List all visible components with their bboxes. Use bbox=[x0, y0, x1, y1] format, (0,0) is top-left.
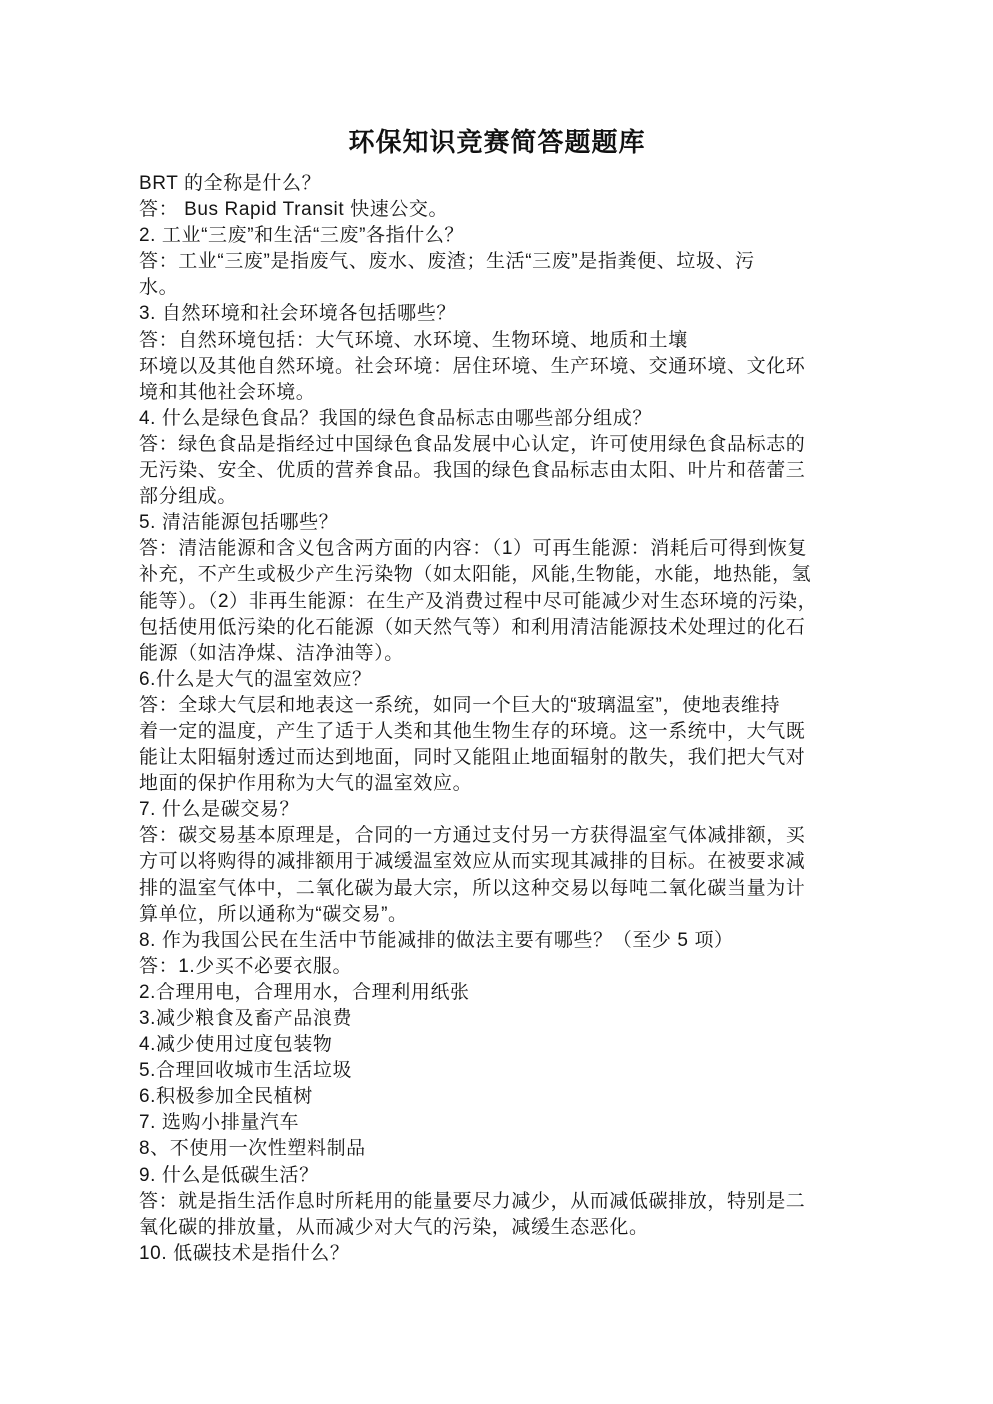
text-line: 地面的保护作用称为大气的温室效应。 bbox=[139, 773, 473, 795]
text-line: 答：碳交易基本原理是，合同的一方通过支付另一方获得温室气体减排额，买 bbox=[139, 825, 806, 847]
text-line: 6.积极参加全民植树 bbox=[139, 1086, 313, 1108]
document-content bbox=[139, 0, 855, 1267]
text-line: 9. 什么是低碳生活？ bbox=[139, 1164, 319, 1186]
text-line: 6.什么是大气的温室效应？ bbox=[139, 668, 372, 690]
text-line: 7. 选购小排量汽车 bbox=[139, 1112, 300, 1134]
text-line: 算单位，所以通称为“碳交易”。 bbox=[139, 903, 408, 925]
text-line: 答：全球大气层和地表这一系统，如同一个巨大的“玻璃温室”，使地表维持 bbox=[139, 694, 781, 716]
document-lines bbox=[139, 171, 855, 1267]
text-line: 4.减少使用过度包装物 bbox=[139, 1034, 333, 1056]
text-line: 答：绿色食品是指经过中国绿色食品发展中心认定，许可使用绿色食品标志的 bbox=[139, 433, 806, 455]
text-line: 答： Bus Rapid Transit 快速公交。 bbox=[139, 199, 449, 221]
text-line: 8. 作为我国公民在生活中节能减排的做法主要有哪些？（至少 5 项） bbox=[139, 929, 734, 951]
text-line: 包括使用低污染的化石能源（如天然气等）和利用清洁能源技术处理过的化石 bbox=[139, 616, 806, 638]
text-line: 环境以及其他自然环境。社会环境：居住环境、生产环境、交通环境、文化环 bbox=[139, 355, 806, 377]
document-title: 环保知识竞赛简答题题库 bbox=[348, 127, 646, 157]
text-line: 7. 什么是碳交易？ bbox=[139, 799, 300, 821]
text-line: 水。 bbox=[139, 277, 179, 299]
text-line: 能等）。（2）非再生能源：在生产及消费过程中尽可能减少对生态环境的污染， bbox=[139, 590, 818, 612]
text-line: 能让太阳辐射透过而达到地面，同时又能阻止地面辐射的散失，我们把大气对 bbox=[139, 747, 806, 769]
text-line: 能源（如洁净煤、洁净油等）。 bbox=[139, 642, 404, 664]
text-line: 3. 自然环境和社会环境各包括哪些？ bbox=[139, 303, 456, 325]
text-line: 2. 工业“三废”和生活“三废”各指什么？ bbox=[139, 225, 465, 247]
text-line: 方可以将购得的减排额用于减缓温室效应从而实现其减排的目标。在被要求减 bbox=[139, 851, 806, 873]
text-line: 3.减少粮食及畜产品浪费 bbox=[139, 1008, 353, 1029]
text-line: BRT 的全称是什么？ bbox=[139, 173, 322, 194]
text-line: 境和其他社会环境。 bbox=[139, 381, 316, 403]
text-line: 答：1.少买不必要衣服。 bbox=[139, 955, 353, 977]
text-line: 5. 清洁能源包括哪些？ bbox=[139, 512, 339, 534]
text-line: 答：就是指生活作息时所耗用的能量要尽力减少，从而减低碳排放，特别是二 bbox=[139, 1190, 806, 1212]
text-line: 排的温室气体中，二氧化碳为最大宗，所以这种交易以每吨二氧化碳当量为计 bbox=[139, 877, 806, 899]
text-line: 5.合理回收城市生活垃圾 bbox=[139, 1060, 353, 1082]
text-line: 补充，不产生或极少产生污染物（如太阳能，风能,生物能，水能，地热能，氢 bbox=[139, 564, 812, 586]
text-line: 答：工业“三废”是指废气、废水、废渣；生活“三废”是指粪便、垃圾、污 bbox=[139, 251, 755, 273]
text-line: 着一定的温度，产生了适于人类和其他生物生存的环境。这一系统中，大气既 bbox=[139, 720, 806, 742]
text-line: 答：清洁能源和含义包含两方面的内容：（1）可再生能源：消耗后可得到恢复 bbox=[139, 538, 808, 560]
text-line: 4. 什么是绿色食品？我国的绿色食品标志由哪些部分组成？ bbox=[139, 407, 652, 429]
text-line: 部分组成。 bbox=[139, 486, 238, 508]
text-line: 2.合理用电，合理用水，合理利用纸张 bbox=[139, 981, 470, 1003]
text-line: 10. 低碳技术是指什么？ bbox=[139, 1242, 350, 1264]
text-line: 无污染、安全、优质的营养食品。我国的绿色食品标志由太阳、叶片和蓓蕾三 bbox=[139, 460, 806, 482]
text-line: 氧化碳的排放量，从而减少对大气的污染，减缓生态恶化。 bbox=[139, 1216, 649, 1238]
text-line: 8、不使用一次性塑料制品 bbox=[139, 1138, 366, 1160]
text-line: 答：自然环境包括：大气环境、水环境、生物环境、地质和土壤 bbox=[139, 329, 688, 351]
